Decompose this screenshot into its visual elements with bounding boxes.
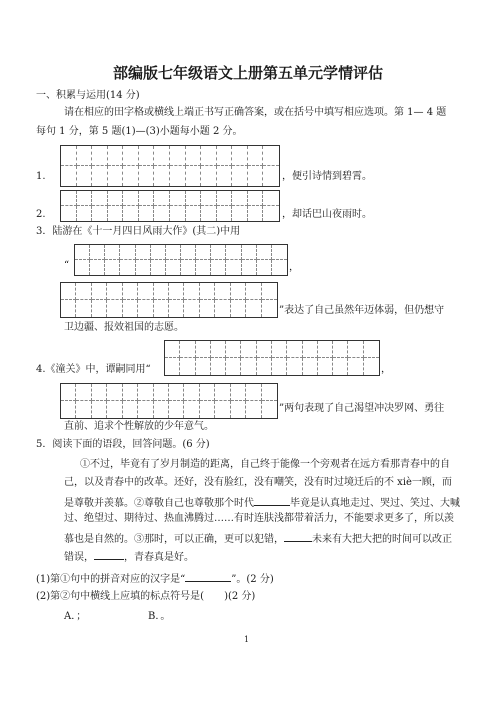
grid-cell[interactable] <box>246 300 261 317</box>
grid-cell[interactable] <box>232 191 248 206</box>
q2-number: 2. <box>36 209 46 220</box>
grid-cell[interactable] <box>364 341 379 358</box>
grid-cell[interactable] <box>105 260 120 275</box>
grid-cell[interactable] <box>196 245 211 260</box>
grid-cell[interactable] <box>231 384 246 401</box>
grid-cell[interactable] <box>303 358 318 375</box>
grid-cell[interactable] <box>263 166 279 186</box>
grid-cell[interactable] <box>262 300 277 317</box>
grid-cell[interactable] <box>92 283 107 300</box>
grid-cell[interactable] <box>120 260 135 275</box>
q3-answer-grid-1[interactable] <box>74 244 288 276</box>
grid-cell[interactable] <box>138 283 153 300</box>
grid-cell[interactable] <box>272 245 287 260</box>
grid-cell[interactable] <box>241 358 256 375</box>
option-a[interactable]: A．； <box>64 611 87 622</box>
grid-cell[interactable] <box>170 166 186 186</box>
grid-cell[interactable] <box>217 166 233 186</box>
grid-cell[interactable] <box>92 206 108 221</box>
grid-cell[interactable] <box>246 384 261 401</box>
grid-cell[interactable] <box>184 283 199 300</box>
grid-cell[interactable] <box>154 191 170 206</box>
grid-cell[interactable] <box>165 341 180 358</box>
q4-answer-grid-2[interactable] <box>60 383 278 419</box>
grid-cell[interactable] <box>217 206 233 221</box>
q1-number: 1. <box>36 171 46 182</box>
grid-cell[interactable] <box>138 401 153 418</box>
grid-cell[interactable] <box>169 300 184 317</box>
grid-cell[interactable] <box>139 166 155 186</box>
grid-cell[interactable] <box>105 245 120 260</box>
grid-cell[interactable] <box>364 358 379 375</box>
grid-cell[interactable] <box>61 191 77 206</box>
grid-cell[interactable] <box>92 191 108 206</box>
passage-line-3-a: 是尊敬并羡慕。②尊敬自己也尊敬那个时代 <box>64 498 254 509</box>
grid-cell[interactable] <box>211 260 226 275</box>
grid-cell[interactable] <box>181 245 196 260</box>
grid-cell[interactable] <box>348 358 363 375</box>
q4-stem: 4.《潼关》中，谭嗣同用“ <box>36 364 151 375</box>
grid-cell[interactable] <box>200 384 215 401</box>
grid-cell[interactable] <box>154 401 169 418</box>
grid-cell[interactable] <box>61 146 77 166</box>
q4-mid-comma: ， <box>381 364 391 375</box>
grid-cell[interactable] <box>61 401 76 418</box>
grid-cell[interactable] <box>348 341 363 358</box>
grid-cell[interactable] <box>123 206 139 221</box>
grid-cell[interactable] <box>166 245 181 260</box>
grid-cell[interactable] <box>257 341 272 358</box>
passage-line-6-a: 错误， <box>64 552 94 563</box>
q4-answer-grid-1[interactable] <box>164 340 380 376</box>
grid-cell[interactable] <box>151 260 166 275</box>
grid-cell[interactable] <box>246 283 261 300</box>
q4-tail: ”两句表现了自己渴望冲决罗网、勇往 <box>279 403 445 414</box>
grid-cell[interactable] <box>181 260 196 275</box>
grid-cell[interactable] <box>184 384 199 401</box>
section-heading: 一、积累与运用(14 分) <box>36 90 140 101</box>
grid-cell[interactable] <box>77 146 93 166</box>
grid-cell[interactable] <box>333 358 348 375</box>
grid-cell[interactable] <box>248 206 264 221</box>
passage-line-3-b: 毕竟是认真地走过、哭过、笑过、大喊 <box>290 498 460 509</box>
grid-cell[interactable] <box>92 401 107 418</box>
grid-cell[interactable] <box>257 358 272 375</box>
grid-cell[interactable] <box>200 401 215 418</box>
answer-blank-hanzi[interactable] <box>185 572 231 582</box>
instruction-line-1: 请在相应的田字格或横线上端正书写正确答案，或在括号中填写相应选项。第 1— 4 题 <box>64 107 447 118</box>
grid-cell[interactable] <box>262 384 277 401</box>
grid-cell[interactable] <box>139 206 155 221</box>
grid-cell[interactable] <box>61 300 76 317</box>
grid-cell[interactable] <box>333 341 348 358</box>
grid-cell[interactable] <box>92 384 107 401</box>
grid-cell[interactable] <box>287 341 302 358</box>
grid-cell[interactable] <box>272 358 287 375</box>
q3-open-quote: “ <box>64 260 70 271</box>
option-b[interactable]: B．。 <box>148 611 171 622</box>
grid-cell[interactable] <box>211 245 226 260</box>
grid-cell[interactable] <box>61 206 77 221</box>
grid-cell[interactable] <box>184 300 199 317</box>
grid-cell[interactable] <box>170 191 186 206</box>
grid-cell[interactable] <box>248 146 264 166</box>
q3-mid-comma: ， <box>289 262 299 273</box>
grid-cell[interactable] <box>201 146 217 166</box>
grid-cell[interactable] <box>151 245 166 260</box>
grid-cell[interactable] <box>262 401 277 418</box>
grid-cell[interactable] <box>263 191 279 206</box>
grid-cell[interactable] <box>61 384 76 401</box>
grid-cell[interactable] <box>272 341 287 358</box>
passage-line-5-b: 未来有大把大把的时间可以改正 <box>312 534 452 545</box>
instruction-line-2: 每句 1 分，第 5 题(1)—(3)小题每小题 2 分。 <box>36 126 243 137</box>
grid-cell[interactable] <box>186 146 202 166</box>
grid-cell[interactable] <box>90 245 105 260</box>
grid-cell[interactable] <box>154 283 169 300</box>
grid-cell[interactable] <box>136 260 151 275</box>
grid-cell[interactable] <box>211 358 226 375</box>
grid-cell[interactable] <box>76 384 91 401</box>
grid-cell[interactable] <box>165 358 180 375</box>
grid-cell[interactable] <box>226 260 241 275</box>
grid-cell[interactable] <box>263 206 279 221</box>
passage-line-3 <box>64 496 460 509</box>
grid-cell[interactable] <box>90 260 105 275</box>
grid-cell[interactable] <box>154 146 170 166</box>
grid-cell[interactable] <box>248 166 264 186</box>
grid-cell[interactable] <box>186 191 202 206</box>
blank-2[interactable] <box>284 532 312 542</box>
grid-cell[interactable] <box>196 260 211 275</box>
sub-question-1-a: (1)第①句中的拼音对应的汉字是“ <box>36 574 186 585</box>
page-number: 1 <box>244 635 250 644</box>
grid-cell[interactable] <box>138 384 153 401</box>
grid-cell[interactable] <box>107 300 122 317</box>
q3-line-end: 卫边疆、报效祖国的志愿。 <box>64 322 184 333</box>
grid-cell[interactable] <box>215 283 230 300</box>
grid-cell[interactable] <box>248 191 264 206</box>
passage-line-6-b: ，青春真是好。 <box>124 552 194 563</box>
grid-cell[interactable] <box>184 401 199 418</box>
grid-cell[interactable] <box>257 245 272 260</box>
passage-line-1: ①不过，毕竟有了岁月制造的距离，自己终于能像一个旁观者在远方看那青春中的自 <box>80 459 450 470</box>
q1-answer-grid[interactable] <box>60 145 280 187</box>
grid-cell[interactable] <box>166 260 181 275</box>
grid-cell[interactable] <box>77 206 93 221</box>
grid-cell[interactable] <box>231 401 246 418</box>
grid-cell[interactable] <box>170 206 186 221</box>
grid-cell[interactable] <box>107 384 122 401</box>
q2-answer-grid[interactable] <box>60 190 280 222</box>
grid-cell[interactable] <box>123 384 138 401</box>
q4-line-end: 直前、追求个性解放的少年意气。 <box>64 421 214 432</box>
grid-cell[interactable] <box>231 283 246 300</box>
grid-cell[interactable] <box>154 384 169 401</box>
grid-cell[interactable] <box>242 245 257 260</box>
grid-cell[interactable] <box>123 146 139 166</box>
grid-cell[interactable] <box>263 146 279 166</box>
q5-heading: 5．阅读下面的语段，回答问题。(6 分) <box>36 439 210 450</box>
grid-cell[interactable] <box>257 260 272 275</box>
grid-cell[interactable] <box>107 283 122 300</box>
grid-cell[interactable] <box>92 300 107 317</box>
grid-cell[interactable] <box>287 358 302 375</box>
grid-cell[interactable] <box>226 341 241 358</box>
grid-cell[interactable] <box>154 206 170 221</box>
grid-cell[interactable] <box>77 166 93 186</box>
grid-cell[interactable] <box>92 166 108 186</box>
blank-3[interactable] <box>94 550 124 560</box>
grid-cell[interactable] <box>196 341 211 358</box>
grid-cell[interactable] <box>108 146 124 166</box>
grid-cell[interactable] <box>242 260 257 275</box>
grid-cell[interactable] <box>139 191 155 206</box>
sub-question-1 <box>36 572 274 585</box>
q3-tail: ”表达了自己虽然年迈体弱，但仍想守 <box>279 305 445 316</box>
grid-cell[interactable] <box>180 358 195 375</box>
grid-cell[interactable] <box>217 146 233 166</box>
grid-cell[interactable] <box>120 245 135 260</box>
grid-cell[interactable] <box>318 341 333 358</box>
grid-cell[interactable] <box>61 283 76 300</box>
grid-cell[interactable] <box>246 401 261 418</box>
grid-cell[interactable] <box>186 206 202 221</box>
grid-cell[interactable] <box>123 300 138 317</box>
grid-cell[interactable] <box>226 358 241 375</box>
grid-cell[interactable] <box>61 166 77 186</box>
grid-cell[interactable] <box>123 283 138 300</box>
grid-cell[interactable] <box>108 191 124 206</box>
grid-cell[interactable] <box>201 166 217 186</box>
grid-cell[interactable] <box>217 191 233 206</box>
grid-cell[interactable] <box>108 206 124 221</box>
grid-cell[interactable] <box>169 384 184 401</box>
grid-cell[interactable] <box>108 166 124 186</box>
grid-cell[interactable] <box>123 401 138 418</box>
grid-cell[interactable] <box>154 166 170 186</box>
grid-cell[interactable] <box>77 191 93 206</box>
passage-line-5 <box>64 532 452 545</box>
sub-question-2: (2)第②句中横线上应填的标点符号是( )(2 分) <box>36 591 256 602</box>
grid-cell[interactable] <box>136 245 151 260</box>
grid-cell[interactable] <box>75 260 90 275</box>
grid-cell[interactable] <box>169 401 184 418</box>
grid-cell[interactable] <box>75 245 90 260</box>
grid-cell[interactable] <box>196 358 211 375</box>
grid-cell[interactable] <box>139 146 155 166</box>
grid-cell[interactable] <box>138 300 153 317</box>
grid-cell[interactable] <box>211 341 226 358</box>
grid-cell[interactable] <box>201 191 217 206</box>
grid-cell[interactable] <box>226 245 241 260</box>
page-title: 部编版七年级语文上册第五单元学情评估 <box>112 64 383 82</box>
grid-cell[interactable] <box>215 401 230 418</box>
grid-cell[interactable] <box>232 146 248 166</box>
passage-line-5-a: 慕也是自然的。③那时，可以正确，更可以犯错， <box>64 534 284 545</box>
grid-cell[interactable] <box>180 341 195 358</box>
passage-line-2: 己，以及青春中的改革。还好，没有脸红，没有嘲笑，没有时过境迁后的不 xiè一顾，而 <box>64 477 452 488</box>
grid-cell[interactable] <box>303 341 318 358</box>
grid-cell[interactable] <box>232 206 248 221</box>
grid-cell[interactable] <box>186 166 202 186</box>
grid-cell[interactable] <box>76 300 91 317</box>
grid-cell[interactable] <box>123 166 139 186</box>
grid-cell[interactable] <box>200 300 215 317</box>
grid-cell[interactable] <box>154 300 169 317</box>
grid-cell[interactable] <box>92 146 108 166</box>
grid-cell[interactable] <box>241 341 256 358</box>
grid-cell[interactable] <box>232 166 248 186</box>
grid-cell[interactable] <box>123 191 139 206</box>
grid-cell[interactable] <box>272 260 287 275</box>
grid-cell[interactable] <box>170 146 186 166</box>
grid-cell[interactable] <box>215 300 230 317</box>
q1-suffix: ，便引诗情到碧霄。 <box>282 171 372 182</box>
grid-cell[interactable] <box>201 206 217 221</box>
grid-cell[interactable] <box>200 283 215 300</box>
sub-question-1-b: ”。(2 分) <box>231 574 274 585</box>
grid-cell[interactable] <box>215 384 230 401</box>
q3-answer-grid-2[interactable] <box>60 282 278 318</box>
grid-cell[interactable] <box>76 283 91 300</box>
q3-stem: 3．陆游在《十一月四日风雨大作》(其二)中用 <box>36 226 241 237</box>
grid-cell[interactable] <box>169 283 184 300</box>
grid-cell[interactable] <box>262 283 277 300</box>
passage-line-4: 过、绝望过、期待过、热血沸腾过……有时连肤浅都带着活力，不能要求更多了，所以羡 <box>64 513 454 524</box>
q2-suffix: ，却话巴山夜雨时。 <box>282 209 372 220</box>
grid-cell[interactable] <box>231 300 246 317</box>
passage-line-6 <box>64 550 194 563</box>
grid-cell[interactable] <box>76 401 91 418</box>
blank-punctuation[interactable] <box>254 496 290 506</box>
grid-cell[interactable] <box>318 358 333 375</box>
grid-cell[interactable] <box>107 401 122 418</box>
